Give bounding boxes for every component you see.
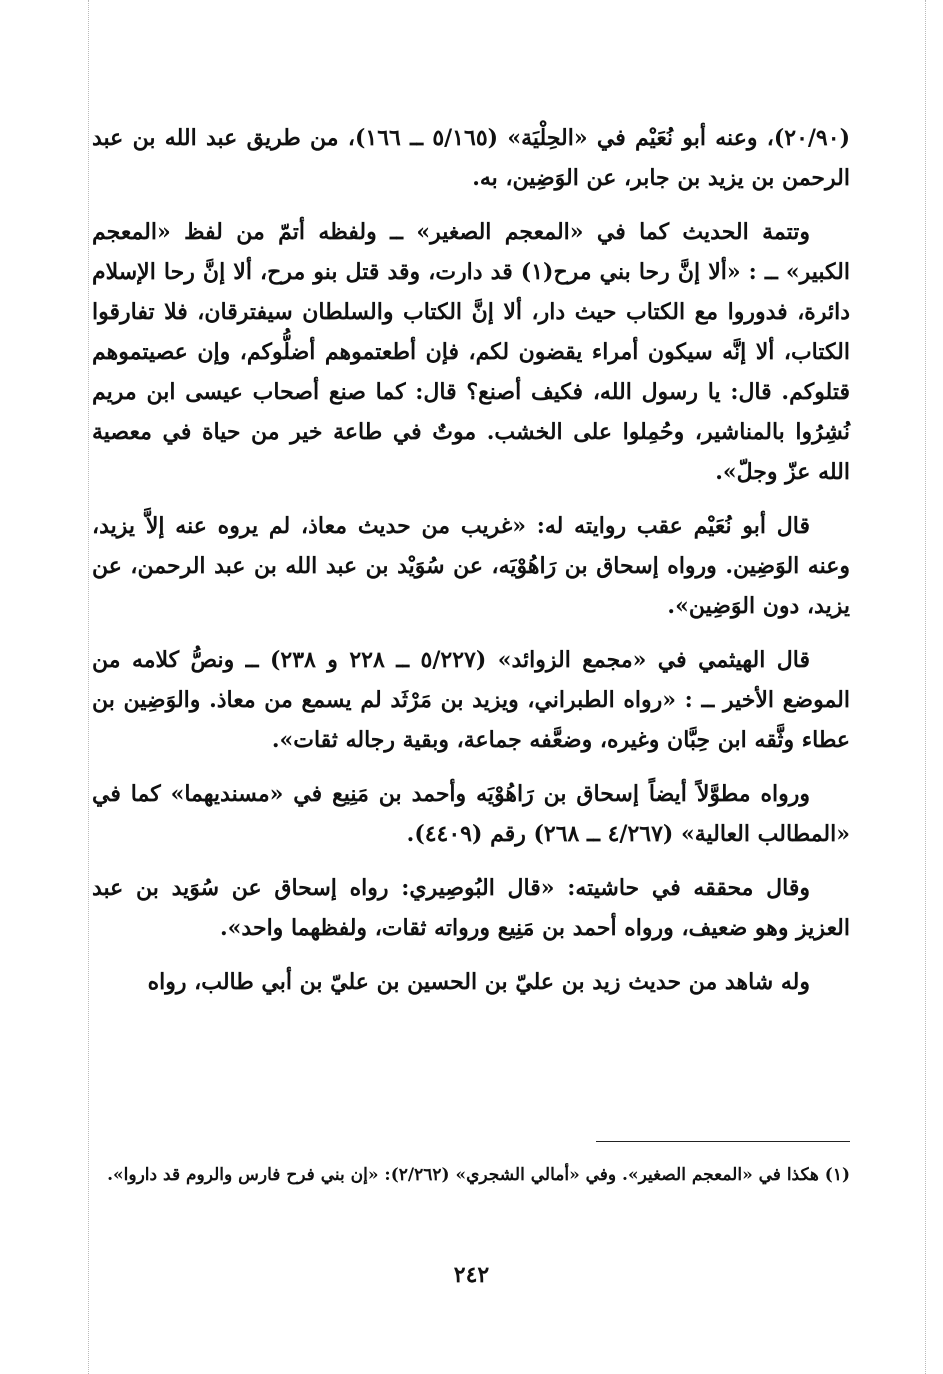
paragraph-3: قال أبو نُعَيْم عقب روايته له: «غريب من حديث معاذ، لم يروه عنه إلاَّ يزيد، وعنه الوَضِين. ورواه إسحاق بن رَاهُوْيَه، عن سُوَيْد بن عبد الله بن عبد الرحمن، عن يزيد، دون الوَضِين».: [92, 513, 850, 619]
paragraph-2: وتتمة الحديث كما في «المعجم الصغير» ــ ولفظه أتمّ من لفظ «المعجم الكبير» ــ : «ألا إنَّ رحا بني مرح(١) قد دارت، وقد قتل بنو مرح، ألا إنَّ رحا الإسلام دائرة، فدوروا مع الكتاب حيث دار، ألا إنَّ الكتاب والسلطان سيفترقان، فلا تفارقوا الكتاب، ألا إنَّه سيكون أمراء يقضون لكم، فإن أطعتموهم أضلُّوكم، وإن عصيتموهم قتلوكم. قال: يا رسول الله، فكيف أصنع؟ قال: كما صنع أصحاب عيسى ابن مريم نُشِرُوا بالمناشير، وحُمِلوا على الخشب. موتٌ في طاعة خير من حياة في معصية الله عزّ وجلّ».: [92, 219, 850, 485]
paragraph-1: (٢٠/٩٠)، وعنه أبو نُعَيْم في «الحِلْيَة» (٥/١٦٥ ــ ١٦٦)، من طريق عبد الله بن عبد الرحمن بن يزيد بن جابر، عن الوَضِين، به.: [92, 125, 850, 191]
paragraph-7: وله شاهد من حديث زيد بن عليّ بن الحسين بن عليّ بن أبي طالب، رواه: [147, 969, 810, 995]
paragraph-6: وقال محققه في حاشيته: «قال البُوصِيري: رواه إسحاق عن سُوَيد بن عبد العزيز وهو ضعيف، ورواه أحمد بن مَنِيع ورواته ثقات، ولفظهما واحد».: [92, 875, 850, 941]
main-text: [92, 118, 850, 1016]
scan-edge-left: [88, 0, 89, 1374]
page-number: ٢٤٢: [453, 1262, 490, 1288]
footnote: (١) هكذا في «المعجم الصغير». وفي «أمالي الشجري» (٢/٢٦٢): «إن بني فرح فارس والروم قد داروا».: [107, 1165, 850, 1185]
paragraph-4: قال الهيثمي في «مجمع الزوائد» (٥/٢٢٧ ــ ٢٢٨ و ٢٣٨) ــ ونصُّ كلامه من الموضع الأخير ــ : «رواه الطبراني، ويزيد بن مَرْثَد لم يسمع من معاذ. والوَضِين بن عطاء وثَّقه ابن حِبَّان وغيره، وضعَّفه جماعة، وبقية رجاله ثقات».: [92, 647, 850, 753]
footnote-separator: [596, 1141, 850, 1142]
paragraph-5: ورواه مطوَّلاً أيضاً إسحاق بن رَاهُوْيَه وأحمد بن مَنِيع في «مسنديهما» كما في «المطالب العالية» (٤/٢٦٧ ــ ٢٦٨) رقم (٤٤٠٩).: [92, 781, 850, 847]
scan-edge-right: [925, 0, 926, 1374]
